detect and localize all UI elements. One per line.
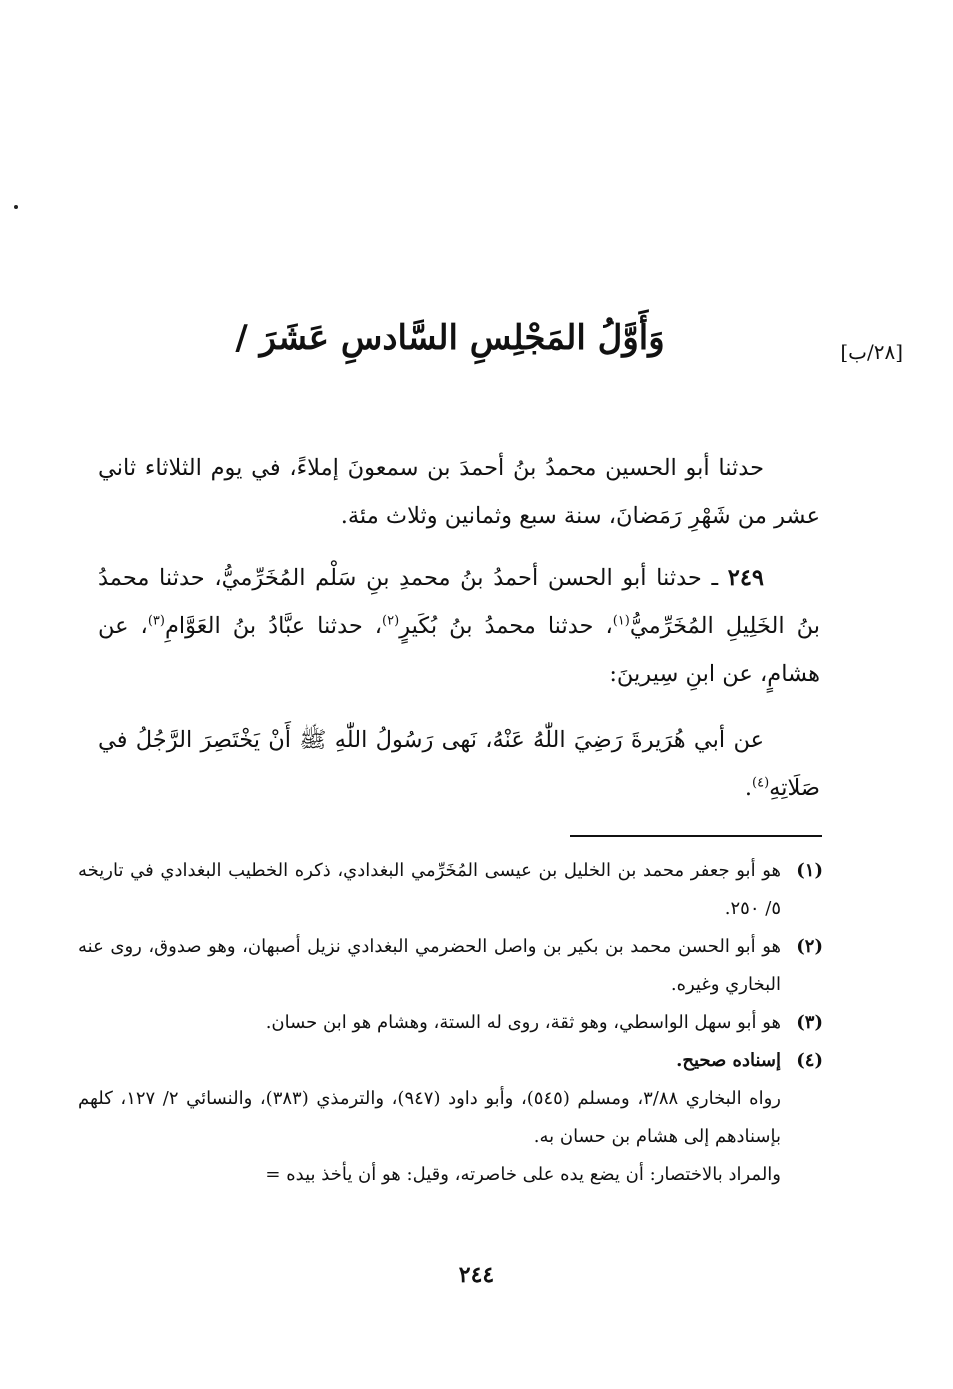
footnote-2	[78, 928, 823, 1004]
intro-paragraph	[98, 444, 820, 540]
footnote-4-continuation: رواه البخاري ٣/٨٨، ومسلم (٥٤٥)، وأبو داود (٩٤٧)، والترمذي (٣٨٣)، والنسائي ٢/ ١٢٧، كلهم بإسنادهم إلى هشام بن حسان به.	[78, 1088, 781, 1147]
footnote-ref-3[interactable]: (٣)	[147, 613, 165, 629]
hadith-isnad-paragraph	[98, 554, 820, 698]
footnotes-section	[78, 852, 823, 1194]
isnad-part-2: ، حدثنا محمدُ بنُ بُكَيرٍ	[399, 613, 613, 639]
matn-end: .	[744, 775, 752, 801]
folio-marker: [٢٨/ب]	[840, 340, 903, 364]
isnad-part-4: ، عن هشامٍ، عن ابنِ سِيرينَ:	[98, 613, 820, 687]
footnote-4-continuation: والمراد بالاختصار: أن يضع يده على خاصرته، وقيل: هو أن يأخذ بيده =	[265, 1164, 781, 1185]
footnote-4	[78, 1042, 823, 1080]
footnote-ref-1[interactable]: (١)	[612, 613, 630, 629]
footnote-1	[78, 852, 823, 928]
hadith-matn-paragraph	[98, 716, 820, 812]
hadith-matn	[98, 716, 820, 812]
page-number: ٢٤٤	[458, 1262, 495, 1288]
footnote-separator	[570, 835, 822, 837]
scan-speck	[14, 205, 18, 209]
footnote-text: إسناده صحيح.	[676, 1050, 781, 1071]
intro-text: حدثنا أبو الحسين محمدُ بنُ أحمدَ بن سمعونَ إملاءً، في يوم الثلاثاء ثاني عشر من شَهْرِ رَمَضانَ، سنة سبع وثمانين وثلاث مئة.	[98, 455, 820, 529]
footnote-number: (٢)	[796, 936, 823, 957]
footnote-number: (٤)	[796, 1050, 823, 1071]
footnote-number: (٣)	[796, 1012, 823, 1033]
footnote-text: هو أبو سهل الواسطي، وهو ثقة، روى له الستة، وهشام هو ابن حسان.	[265, 1012, 781, 1033]
isnad-part-3: ، حدثنا عبَّادُ بنُ العَوَّامِ	[164, 613, 383, 639]
matn-text: عن أبي هُرَيرةَ رَضِيَ اللّٰهُ عَنْهُ، نَهى رَسُولُ اللّٰهِ ﷺ أَنْ يَخْتَصِرَ الرَّجُلُ في صَلَاتِهِ	[98, 727, 820, 801]
isnad-part-1: ـ حدثنا أبو الحسن أحمدُ بنُ محمدِ بنِ سَلْم المُخَرِّميُّ، حدثنا محمدُ بنُ الخَلِيلِ المُخَرِّميُّ	[98, 565, 820, 639]
hadith-number: ٢٤٩	[727, 565, 764, 591]
footnote-ref-4[interactable]: (٤)	[752, 775, 770, 791]
footnote-3	[78, 1004, 823, 1042]
session-heading: وَأَوَّلُ المَجْلِسِ السَّادسِ عَشَرَ /	[235, 318, 665, 358]
hadith-isnad	[98, 554, 820, 698]
footnote-ref-2[interactable]: (٢)	[382, 613, 400, 629]
footnote-number: (١)	[796, 860, 823, 881]
footnote-text: هو أبو جعفر محمد بن الخليل بن عيسى المُخَرِّمي البغدادي، ذكره الخطيب البغدادي في تاريخه ٥/ ٢٥٠.	[78, 860, 781, 919]
footnote-text: هو أبو الحسن محمد بن بكير بن واصل الحضرمي البغدادي نزيل أصبهان، وهو صدوق، روى عنه البخاري وغيره.	[78, 936, 781, 995]
